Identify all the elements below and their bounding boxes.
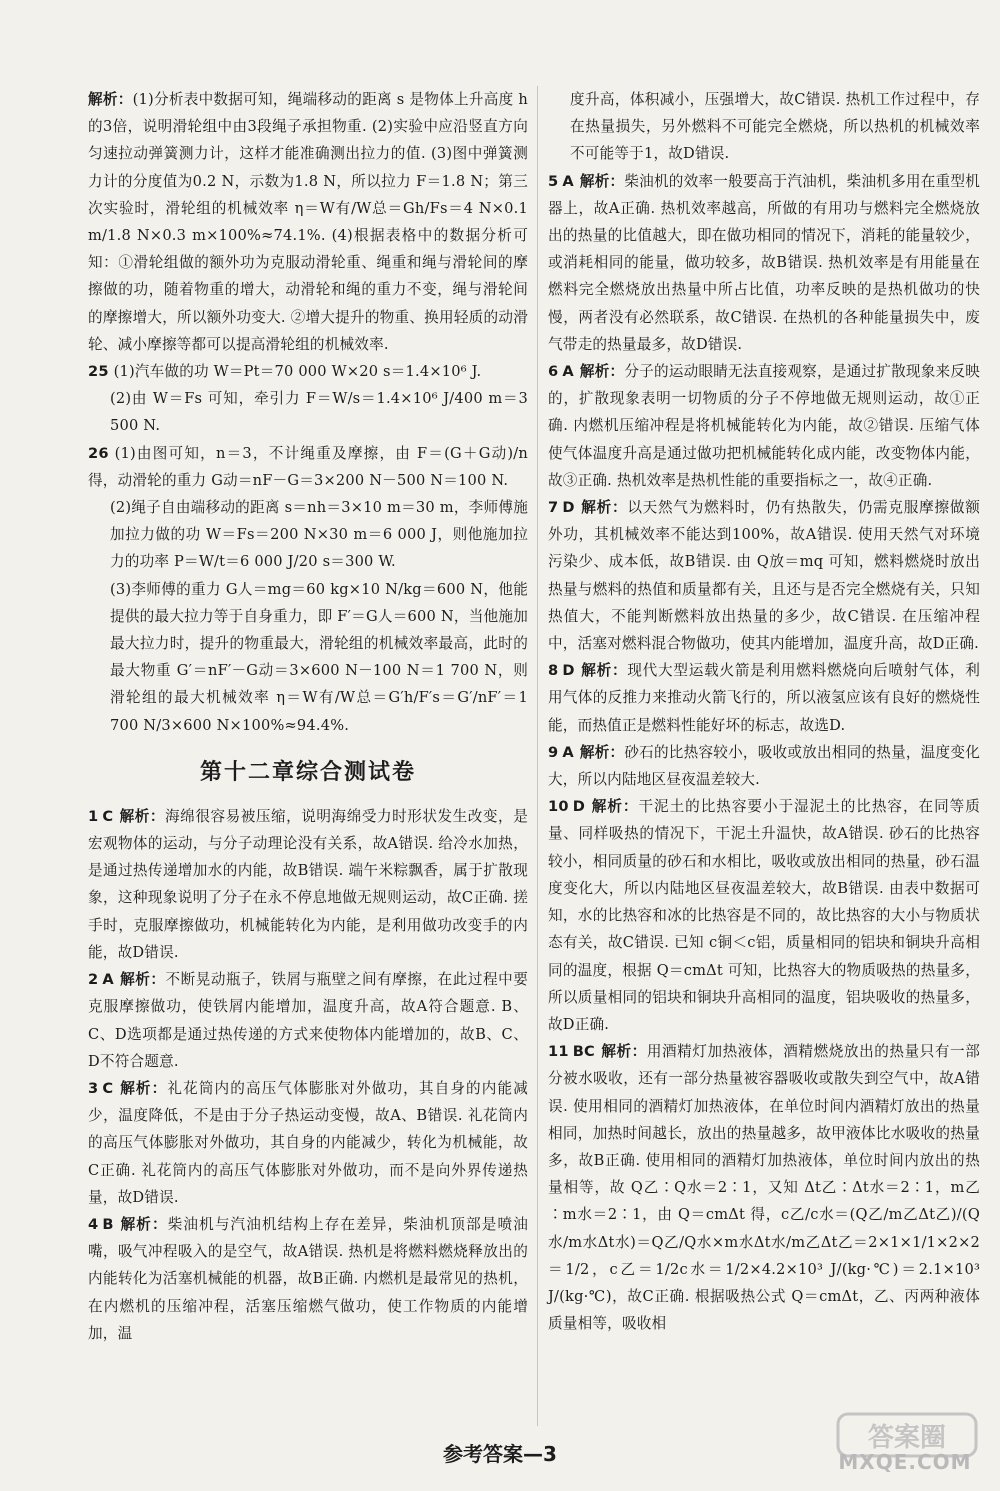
answer-item — [88, 1075, 528, 1211]
analysis-text: 现代大型运载火箭是利用燃料燃烧向后喷射气体，利用气体的反推力来推动火箭飞行的，所以液氢应该有良好的燃烧性能，而热值正是燃料性能好坏的标志，故选D. — [548, 662, 980, 734]
answer-item — [548, 739, 980, 793]
q25-part2: (2)由 W＝Fs 可知，牵引力 F＝W/s＝1.4×10⁶ J/400 m＝3 500 N. — [110, 390, 528, 435]
analysis-text: 柴油机的效率一般要高于汽油机，柴油机多用在重型机器上，故A正确. 热机效率越高，所做的有用功与燃料完全燃烧放出的热量的比值越大，即在做功相同的情况下，消耗的能量较少，或消耗相同的能量，做功较多，故B错误. 热机效率是有用能量在燃料完全燃烧放出热量中所占比值，功率反映的是热机做功的快慢，两者没有必然联系，故C错误. 在热机的各种能量损失中，废气带走的热量最多，故D错误. — [548, 172, 980, 353]
q26-part3: (3)李师傅的重力 G人＝mg＝60 kg×10 N/kg＝600 N，他能提供的最大拉力等于自身重力，即 F′＝G人＝600 N，当他施加最大拉力时，提升的物重最大，滑轮组的机械效率最高，此时的最大物重 G′＝nF′－G动＝3×600 N－100 N＝1 700 N，则滑轮组的最大机械效率 η＝W有/W总＝G′h/F′s＝G′/nF′＝1 700 N/3×600 N×100%≈94.4%. — [110, 580, 528, 734]
q26-answer — [88, 440, 528, 739]
analysis-text: 不断晃动瓶子，铁屑与瓶壁之间有摩擦，在此过程中要克服摩擦做功，使铁屑内能增加，温度升高，故A符合题意. B、C、D选项都是通过热传递的方式来使物体内能增加的，故B、C、D不符合题意. — [88, 971, 528, 1070]
answer-item — [548, 793, 980, 1038]
analysis-label: 解析： — [580, 662, 628, 680]
column-divider — [537, 86, 538, 1426]
q25-answer — [88, 358, 528, 440]
question-number: 6 — [548, 363, 559, 381]
analysis-label: 解析： — [88, 91, 133, 108]
answer-item — [88, 966, 528, 1075]
analysis-label: 解析： — [119, 971, 166, 989]
q26-part1: (1)由图可知，n＝3，不计绳重及摩擦，由 F＝(G＋G动)/n 得，动滑轮的重力 G动＝nF－G＝3×200 N－500 N＝100 N. — [88, 444, 529, 489]
answer-item — [548, 657, 980, 739]
answer-item — [88, 1211, 528, 1347]
analysis-label: 解析： — [579, 743, 625, 761]
question-number: 9 — [548, 743, 559, 761]
question-number: 8 — [548, 662, 559, 680]
question-number: 7 — [548, 499, 559, 517]
question-number: 4 — [88, 1215, 99, 1233]
analysis-text: 分子的运动眼睛无法直接观察，是通过扩散现象来反映的，扩散现象表明一切物质的分子不停地做无规则运动，故①正确. 内燃机压缩冲程是将机械能转化为内能，故②错误. 压缩气体使气体温度升高是通过做功把机械能转化成内能，改变物体内能，故③正确. 热机效率是热机性能的重要指标之一，故④正确. — [548, 363, 980, 489]
answer-choice: BC — [572, 1043, 595, 1061]
q25-part1: (1)汽车做的功 W＝Pt＝70 000 W×20 s＝1.4×10⁶ J. — [113, 363, 482, 381]
q24-analysis-text: (1)分析表中数据可知，绳端移动的距离 s 是物体上升高度 h 的3倍，说明滑轮组中由3段绳子承担物重. (2)实验中应沿竖直方向匀速拉动弹簧测力计，这样才能准确测出拉力的值. (3)图中弹簧测力计的分度值为0.2 N，示数为1.8 N，所以拉力 F＝1.8 N；第三次实验时，滑轮组的机械效率 η＝W有/W总＝Gh/Fs＝4 N×0.1 m/1.8 N×0.3 m×100%≈74.1%. (4)根据表格中的数据分析可知：①滑轮组做的额外功为克服动滑轮重、绳重和绳与滑轮间的摩擦做的功，随着物重的增大，动滑轮和绳的重力不变，绳与滑轮间的摩擦增大，所以额外功变大. ②增大提升的物重、换用轻质的动滑轮、减小摩擦等都可以提高滑轮组的机械效率. — [88, 91, 528, 353]
answer-choice: A — [562, 743, 574, 761]
answer-choice: A — [102, 971, 114, 989]
analysis-label: 解析： — [119, 1215, 168, 1233]
analysis-text: 用酒精灯加热液体，酒精燃烧放出的热量只有一部分被水吸收，还有一部分热量被容器吸收或散失到空气中，故A错误. 使用相同的酒精灯加热液体，在单位时间内酒精灯放出的热量相同，加热时间越长，放出的热量越多，故甲液体比水吸收的热量多，故B正确. 使用相同的酒精灯加热液体，单位时间内放出的热量相等，故 Q乙∶Q水＝2∶1，又知 Δt乙∶Δt水＝2∶1，m乙∶m水＝2∶1，由 Q＝cmΔt 得，c乙/c水＝(Q乙/m乙Δt乙)/(Q水/m水Δt水)＝Q乙/Q水×m水Δt水/m乙Δt乙＝2×1×1/1×2×2＝1/2，c乙＝1/2c水＝1/2×4.2×10³ J/(kg·℃)＝2.1×10³ J/(kg·℃)，故C正确. 根据吸热公式 Q＝cmΔt，乙、丙两种液体质量相等，吸收相 — [548, 1043, 980, 1333]
analysis-label: 解析： — [119, 807, 166, 825]
analysis-text: 海绵很容易被压缩，说明海绵受力时形状发生改变，是宏观物体的运动，与分子动理论没有关系，故A错误. 给冷水加热，是通过热传递增加水的内能，故B错误. 端午米粽飘香，属于扩散现象，这种现象说明了分子在永不停息地做无规则运动，故C正确. 搓手时，克服摩擦做功，机械能转化为内能，是利用做功改变手的内能，故D错误. — [88, 807, 528, 961]
question-number: 5 — [548, 172, 559, 190]
question-number: 25 — [88, 363, 109, 381]
answer-choice: A — [562, 172, 574, 190]
question-number: 11 — [548, 1043, 569, 1061]
answer-item — [88, 803, 528, 966]
question-number: 1 — [88, 807, 99, 825]
analysis-label: 解析： — [580, 499, 628, 517]
section-title: 第十二章综合测试卷 — [199, 759, 416, 785]
watermark-text: MXQE.COM — [838, 1450, 972, 1474]
answer-choice: C — [102, 807, 114, 825]
answer-choice: B — [102, 1215, 114, 1233]
answer-choice: D — [572, 798, 586, 816]
q4-continued: 度升高，体积减小，压强增大，故C错误. 热机工作过程中，存在热量损失，另外燃料不可能完全燃烧，所以热机的机械效率不可能等于1，故D错误. — [570, 91, 980, 163]
answer-item — [548, 1038, 980, 1337]
left-column — [88, 86, 528, 1347]
answer-item — [548, 494, 980, 657]
page-footer: 参考答案—3 — [443, 1442, 557, 1466]
analysis-text: 以天然气为燃料时，仍有热散失，仍需克服摩擦做额外功，其机械效率不能达到100%，故A错误. 使用天然气对环境污染少、成本低，故B错误. 由 Q放＝mq 可知，燃料燃烧时放出热量与燃料的热值和质量都有关，且还与是否完全燃烧有关，只知热值大，不能判断燃料放出热量的多少，故C错误. 在压缩冲程中，活塞对燃料混合物做功，使其内能增加，温度升高，故D正确. — [548, 499, 980, 653]
svg-text:答案圈: 答案圈 — [867, 1423, 947, 1453]
analysis-text: 柴油机与汽油机结构上存在差异，柴油机顶部是喷油嘴，吸气冲程吸入的是空气，故A错误. 热机是将燃料燃烧释放出的内能转化为活塞机械能的机器，故B正确. 内燃机是最常见的热机，在内燃机的压缩冲程，活塞压缩燃气做功，使工作物质的内能增加，温 — [88, 1215, 528, 1342]
answer-item — [548, 168, 980, 358]
q26-part2: (2)绳子自由端移动的距离 s＝nh＝3×10 m＝30 m，李师傅施加拉力做的功 W＝Fs＝200 N×30 m＝6 000 J，则他施加拉力的功率 P＝W/t＝6 000 J/20 s＝300 W. — [110, 499, 528, 571]
q24-analysis — [88, 86, 528, 358]
question-number: 10 — [548, 798, 569, 816]
analysis-text: 干泥土的比热容要小于湿泥土的比热容，在同等质量、同样吸热的情况下，干泥土升温快，故A错误. 砂石的比热容较小，相同质量的砂石和水相比，吸收或放出相同的热量，砂石温度变化大，所以内陆地区昼夜温差较大，故B错误. 由表中数据可知，水的比热容和冰的比热容是不同的，故比热容的大小与物质状态有关，故C错误. 已知 c铜＜c铝，质量相同的铝块和铜块升高相同的温度，根据 Q＝cmΔt 可知，比热容大的物质吸热的热量多，所以质量相同的铝块和铜块升高相同的温度，铝块吸收的热量多，故D正确. — [548, 798, 980, 1033]
analysis-label: 解析： — [119, 1079, 168, 1097]
right-column — [548, 86, 980, 1337]
analysis-text: 砂石的比热容较小，吸收或放出相同的热量，温度变化大，所以内陆地区昼夜温差较大. — [548, 743, 980, 789]
answer-item — [548, 358, 980, 494]
question-number: 2 — [88, 971, 99, 989]
question-number: 3 — [88, 1079, 99, 1097]
answer-choice: A — [562, 363, 574, 381]
analysis-label: 解析： — [600, 1043, 647, 1061]
question-number: 26 — [88, 444, 109, 462]
analysis-label: 解析： — [591, 798, 639, 816]
analysis-label: 解析： — [579, 363, 625, 381]
answer-choice: D — [562, 662, 575, 680]
answer-choice: C — [102, 1079, 114, 1097]
answer-choice: D — [562, 499, 575, 517]
analysis-text: 礼花筒内的高压气体膨胀对外做功，其自身的内能减少，温度降低，不是由于分子热运动变慢，故A、B错误. 礼花筒内的高压气体膨胀对外做功，其自身的内能减少，转化为机械能，故C正确. 礼花筒内的高压气体膨胀对外做功，而不是向外界传递热量，故D错误. — [88, 1079, 528, 1206]
analysis-label: 解析： — [579, 172, 625, 190]
